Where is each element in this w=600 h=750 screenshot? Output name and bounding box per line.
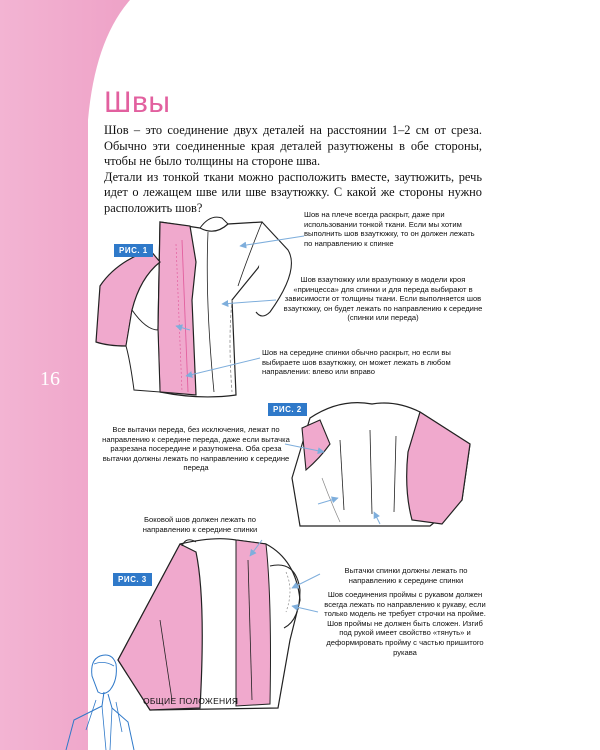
intro-paragraph-2: Детали из тонкой ткани можно расположить вместе, заутюжить, речь идет о лежащем шве или шве взаутюжку. С какой же стороны нужно расположить шов? — [104, 169, 482, 215]
note-center-back-seam: Шов на середине спинки обычно раскрыт, но если вы выбираете шов взаутюжку, он может лежать в любом направлении: влево или вправо — [262, 348, 451, 377]
section-title: Швы — [104, 86, 171, 119]
footer-section-name: ОБЩИЕ ПОЛОЖЕНИЯ — [143, 696, 239, 706]
note-side-seam: Боковой шов должен лежать по направлению к середине спинки — [142, 515, 258, 534]
figure-1-label: РИС. 1 — [114, 244, 153, 257]
note-back-darts: Вытачки спинки должны лежать по направлению к середине спинки — [344, 566, 468, 585]
note-armhole-seam: Шов соединения проймы с рукавом должен всегда лежать по направлению к рукаву, если только модель не требует строчки на пройме. Шов проймы не должен быть сложен. Изгиб под рукой имеет свойство «тянуть» и деформировать пройму с частью пришитого рукава — [324, 590, 486, 657]
note-front-darts: Все вытачки переда, без исключения, лежат по направлению к середине переда, даже если вытачка разрезана посередине и разутюжена. Оба среза вытачки должны лежать по направлению к середине переда — [102, 425, 290, 473]
note-shoulder-seam: Шов на плече всегда раскрыт, даже при использовании тонкой ткани. Если мы хотим выполнить шов взаутюжку, то он должен лежать по направлению к спинке — [304, 210, 475, 248]
figure-2-label: РИС. 2 — [268, 403, 307, 416]
page-number: 16 — [40, 368, 60, 390]
intro-paragraph-1: Шов – это соединение двух деталей на расстоянии 1–2 см от среза. Обычно эти соединенные края деталей разутюжены в обе стороны, чтобы не было толщины на стороне шва. — [104, 123, 482, 168]
note-princess-seam: Шов взаутюжку или вразутюжку в модели кроя «принцесса» для спинки и для переда выбирают в зависимости от толщины ткани. Если выполняется шов взаутюжку, он будет лежать по направлению к середине (спинки или переда) — [283, 275, 483, 323]
figure-3-label: РИС. 3 — [113, 573, 152, 586]
figure-3-drawing — [118, 539, 300, 710]
figure-2-drawing — [292, 403, 470, 526]
